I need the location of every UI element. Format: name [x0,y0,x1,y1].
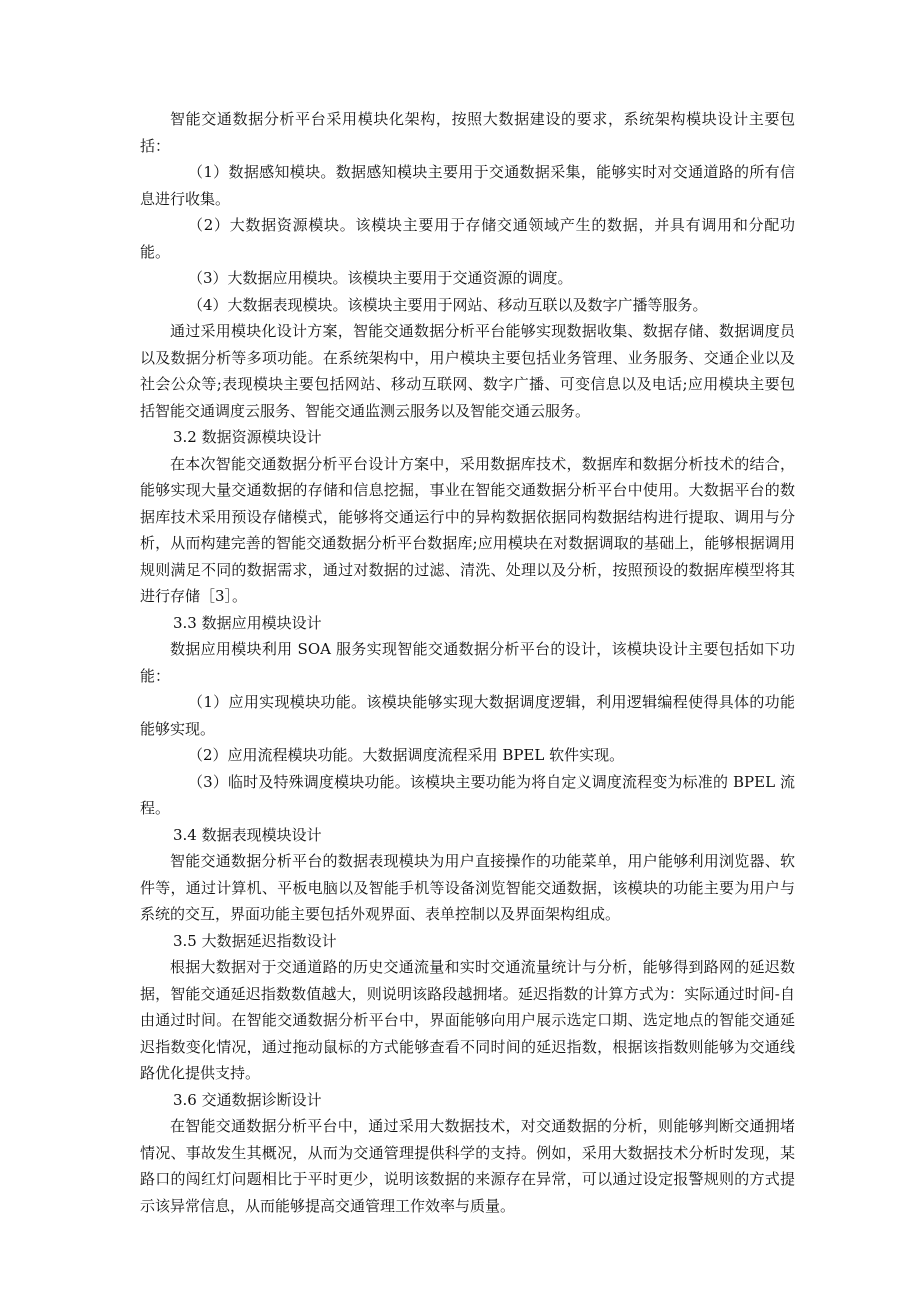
list-item-app-process: （2）应用流程模块功能。大数据调度流程采用 BPEL 软件实现。 [188,746,625,764]
list-item-temp-scheduling: （3）临时及特殊调度模块功能。该模块主要功能为将自定义调度流程变为标准的 BPEL 流程。 [140,772,795,817]
list-item-app-implementation: （1）应用实现模块功能。该模块能够实现大数据调度逻辑，利用逻辑编程使得具体的功能能够实现。 [140,693,795,738]
list-item-data-presentation: （4）大数据表现模块。该模块主要用于网站、移动互联以及数字广播等服务。 [188,295,708,314]
section-heading-3-2: 3.2 数据资源模块设计 [173,428,322,446]
list-item-data-resource: （2）大数据资源模块。该模块主要用于存储交通领域产生的数据，并具有调用和分配功能。 [140,216,795,261]
list-item-data-sensing: （1）数据感知模块。数据感知模块主要用于交通数据采集，能够实时对交通道路的所有信息进行收集。 [140,163,795,208]
section-heading-3-3: 3.3 数据应用模块设计 [173,613,322,632]
paragraph-delay-index: 根据大数据对于交通道路的历史交通流量和实时交通流量统计与分析，能够得到路网的延迟数据，智能交通延迟指数数值越大，则说明该路段越拥堵。延迟指数的计算方式为：实际通过时间-自由通过时间。在智能交通数据分析平台中，界面能够向用户展示选定口期、选定地点的智能交通延迟指数变化情况，通过拖动鼠标的方式能够查看不同时间的延迟指数，根据该指数则能够为交通线路优化提供支持。 [140,958,795,1082]
paragraph-data-presentation: 智能交通数据分析平台的数据表现模块为用户直接操作的功能菜单，用户能够利用浏览器、软件等，通过计算机、平板电脑以及智能手机等设备浏览智能交通数据，该模块的功能主要为用户与系统的交互，界面功能主要包括外观界面、表单控制以及界面架构组成。 [140,852,795,923]
paragraph-diagnosis: 在智能交通数据分析平台中，通过采用大数据技术，对交通数据的分析，则能够判断交通拥堵情况、事故发生其概况，从而为交通管理提供科学的支持。例如，采用大数据技术分析时发现，某路口的闯红灯问题相比于平时更少，说明该数据的来源存在异常，可以通过设定报警规则的方式提示该异常信息，从而能够提高交通管理工作效率与质量。 [140,1117,795,1215]
list-item-data-application: （3）大数据应用模块。该模块主要用于交通资源的调度。 [188,269,573,287]
section-heading-3-4: 3.4 数据表现模块设计 [173,825,322,844]
paragraph-data-application: 数据应用模块利用 SOA 服务实现智能交通数据分析平台的设计，该模块设计主要包括如下功能： [140,640,795,685]
paragraph-modular-design: 通过采用模块化设计方案，智能交通数据分析平台能够实现数据收集、数据存储、数据调度员以及数据分析等多项功能。在系统架构中，用户模块主要包括业务管理、业务服务、交通企业以及社会公众等;表现模块主要包括网站、移动互联网、数字广播、可变信息以及电话;应用模块主要包括智能交通调度云服务、智能交通监测云服务以及智能交通云服务。 [140,322,795,420]
section-heading-3-6: 3.6 交通数据诊断设计 [173,1090,322,1109]
section-heading-3-5: 3.5 大数据延迟指数设计 [173,931,337,950]
paragraph-intro: 智能交通数据分析平台采用模块化架构，按照大数据建设的要求，系统架构模块设计主要包括： [140,110,795,155]
paragraph-data-resource: 在本次智能交通数据分析平台设计方案中，采用数据库技术，数据库和数据分析技术的结合，能够实现大量交通数据的存储和信息挖掘，事业在智能交通数据分析平台中使用。大数据平台的数据库技术采用预设存储模式，能够将交通运行中的异构数据依据同构数据结构进行提取、调用与分析，从而构建完善的智能交通数据分析平台数据库;应用模块在对数据调取的基础上，能够根据调用规则满足不同的数据需求，通过对数据的过滤、清洗、处理以及分析，按照预设的数据库模型将其进行存储［3］。 [140,454,795,605]
document-body [140,106,795,1219]
